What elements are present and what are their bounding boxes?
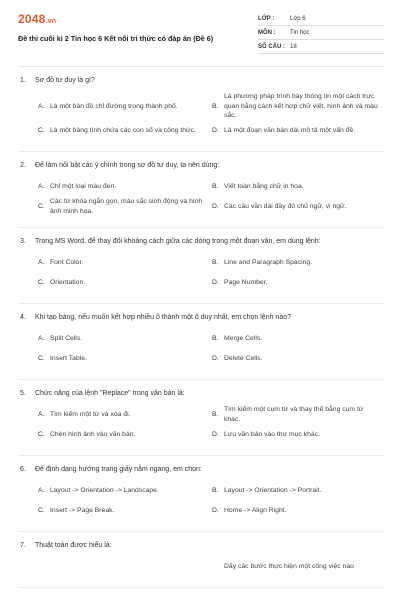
answer-options [18, 557, 384, 577]
info-label: MÔN : [258, 29, 276, 36]
question-number: 4. [20, 313, 26, 321]
answer-option[interactable] [38, 121, 210, 141]
option-text: Là một bảng tính chứa các con số và công thức. [50, 126, 196, 134]
answer-option[interactable] [212, 197, 384, 217]
answer-option[interactable] [212, 253, 384, 273]
question-text-row [18, 161, 384, 171]
question-item [18, 228, 384, 304]
option-letter: B. [212, 486, 219, 494]
answer-option[interactable] [212, 557, 384, 577]
option-text: Các từ khóa ngắn gọn, màu sắc sinh động và hình ảnh minh họa. [50, 198, 203, 215]
option-letter: A. [38, 334, 45, 342]
info-row-question-count [258, 40, 384, 54]
question-text: Để định dạng hướng trang giấy nằm ngang, em chọn: [35, 465, 202, 473]
option-letter: D. [212, 126, 219, 134]
option-text: Layout -> Orientation -> Landscape. [50, 486, 159, 494]
option-letter: C. [38, 278, 45, 286]
option-text: Chỉ một loại màu đen. [50, 182, 117, 190]
header-left [18, 12, 254, 66]
answer-option[interactable] [212, 425, 384, 445]
option-text: Lưu văn bản vào thư mục khác. [224, 430, 321, 438]
logo-tld: .vn [45, 18, 57, 25]
answer-option[interactable] [212, 481, 384, 501]
option-text: Insert Table. [50, 354, 87, 362]
option-letter: A. [38, 486, 45, 494]
answer-option[interactable] [38, 349, 210, 369]
option-text: Dãy các bước thực hiện một công việc nào [224, 562, 354, 570]
option-text: Là một bản đồ chỉ đường trong thành phố. [50, 102, 178, 110]
option-text: Layout -> Orientation -> Portrait. [224, 486, 322, 494]
answer-option[interactable] [38, 197, 210, 217]
option-text: Tìm kiếm một cụm từ và thay thế bằng cụm từ khác. [224, 406, 364, 423]
info-label: SỐ CÂU : [258, 43, 285, 50]
question-text: Thuật toán được hiểu là: [35, 541, 112, 549]
option-letter: D. [212, 278, 219, 286]
answer-options [18, 92, 384, 141]
option-letter: B. [212, 182, 219, 190]
question-number: 7. [20, 541, 26, 549]
exam-info-box [258, 12, 384, 66]
option-text: Viết toàn bằng chữ in hoa. [224, 182, 304, 190]
question-item [18, 380, 384, 456]
option-letter: B. [212, 102, 219, 110]
option-letter: C. [38, 126, 45, 134]
question-text: Để làm nổi bật các ý chính trong sơ đồ tư duy, ta nên dùng: [35, 161, 220, 169]
question-text: Chức năng của lệnh "Replace" trong văn bản là: [35, 389, 185, 397]
answer-option[interactable] [38, 92, 210, 121]
answer-option[interactable] [38, 253, 210, 273]
info-value: 18 [290, 43, 297, 50]
question-number: 2. [20, 161, 26, 169]
option-letter: B. [212, 258, 219, 266]
page-header [18, 0, 384, 66]
answer-option[interactable] [38, 501, 210, 521]
option-text: Line and Paragraph Spacing. [224, 258, 313, 266]
question-item [18, 456, 384, 532]
question-number: 6. [20, 465, 26, 473]
question-text-row [18, 465, 384, 475]
option-text: Delete Cells. [224, 354, 263, 362]
option-text: Merge Cells. [224, 334, 263, 342]
option-text: Chèn hình ảnh vào văn bản. [50, 430, 136, 438]
answer-option[interactable] [212, 177, 384, 197]
answer-option[interactable] [212, 349, 384, 369]
answer-option[interactable] [38, 481, 210, 501]
info-value: Tin học [290, 29, 310, 36]
option-letter: D. [212, 506, 219, 514]
answer-options [18, 405, 384, 445]
option-letter: C. [38, 506, 45, 514]
question-text: Trong MS Word, để thay đổi khoảng cách giữa các dòng trong một đoạn văn, em dùng lệnh: [35, 237, 321, 245]
answer-option[interactable] [38, 177, 210, 197]
site-logo[interactable] [18, 12, 254, 29]
option-letter: C. [38, 430, 45, 438]
option-letter: D. [212, 202, 219, 210]
answer-option[interactable] [212, 405, 384, 425]
answer-options [18, 253, 384, 293]
option-text: Tìm kiếm một từ và xóa đi. [50, 410, 131, 418]
answer-option[interactable] [212, 501, 384, 521]
option-text: Split Cells. [50, 334, 83, 342]
logo-main: 2048 [18, 12, 46, 26]
question-text-row [18, 313, 384, 323]
answer-option[interactable] [212, 273, 384, 293]
answer-option[interactable] [212, 121, 384, 141]
question-number: 3. [20, 237, 26, 245]
question-text-row [18, 389, 384, 399]
option-letter: A. [38, 182, 45, 190]
question-text: Sơ đồ tư duy là gì? [35, 77, 95, 84]
option-text: Page Number. [224, 278, 268, 286]
question-text-row [18, 76, 384, 86]
answer-options [18, 481, 384, 521]
info-value: Lớp 6 [290, 15, 306, 22]
option-text: Các câu văn dài đầy đủ chủ ngữ, vị ngữ. [224, 202, 347, 210]
answer-options [18, 329, 384, 369]
option-text: Home -> Align Right. [224, 506, 287, 514]
option-text: Insert -> Page Break. [50, 506, 115, 514]
option-letter: C. [38, 202, 45, 210]
option-letter: D. [212, 430, 219, 438]
answer-option[interactable] [212, 92, 384, 121]
option-letter: B. [212, 410, 219, 418]
question-text-row [18, 541, 384, 551]
option-letter: A. [38, 102, 45, 110]
option-letter: A. [38, 258, 45, 266]
question-list [18, 67, 384, 588]
question-number: 5. [20, 389, 26, 397]
option-text: Font Color. [50, 258, 84, 266]
option-text: Orientation. [50, 278, 86, 286]
question-item [18, 67, 384, 152]
answer-options [18, 177, 384, 217]
question-item [18, 304, 384, 380]
question-item [18, 152, 384, 228]
option-text: Là một đoạn văn bản dài mô tả một vấn đề. [224, 126, 356, 134]
document-title: Đề thi cuối kì 2 Tin học 6 Kết nối tri thức có đáp án (Đề 6) [18, 34, 214, 43]
option-letter: A. [38, 410, 45, 418]
question-text: Khi tạo bảng, nếu muốn kết hợp nhiều ô thành một ô duy nhất, em chọn lệnh nào? [35, 313, 291, 321]
answer-option[interactable] [38, 557, 210, 577]
question-text-row [18, 237, 384, 247]
answer-option[interactable] [38, 425, 210, 445]
option-text: Là phương pháp trình bày thông tin một cách trực quan bằng cách kết hợp chữ viết, hình ảnh và màu sắc. [224, 93, 378, 119]
option-letter: C. [38, 354, 45, 362]
info-label: LỚP : [258, 15, 275, 22]
option-letter: B. [212, 334, 219, 342]
answer-option[interactable] [38, 329, 210, 349]
option-letter: D. [212, 354, 219, 362]
question-number: 1. [20, 77, 26, 84]
answer-option[interactable] [38, 273, 210, 293]
answer-option[interactable] [38, 405, 210, 425]
info-row-grade [258, 12, 384, 26]
answer-option[interactable] [212, 329, 384, 349]
question-item [18, 532, 384, 588]
info-row-subject [258, 26, 384, 40]
